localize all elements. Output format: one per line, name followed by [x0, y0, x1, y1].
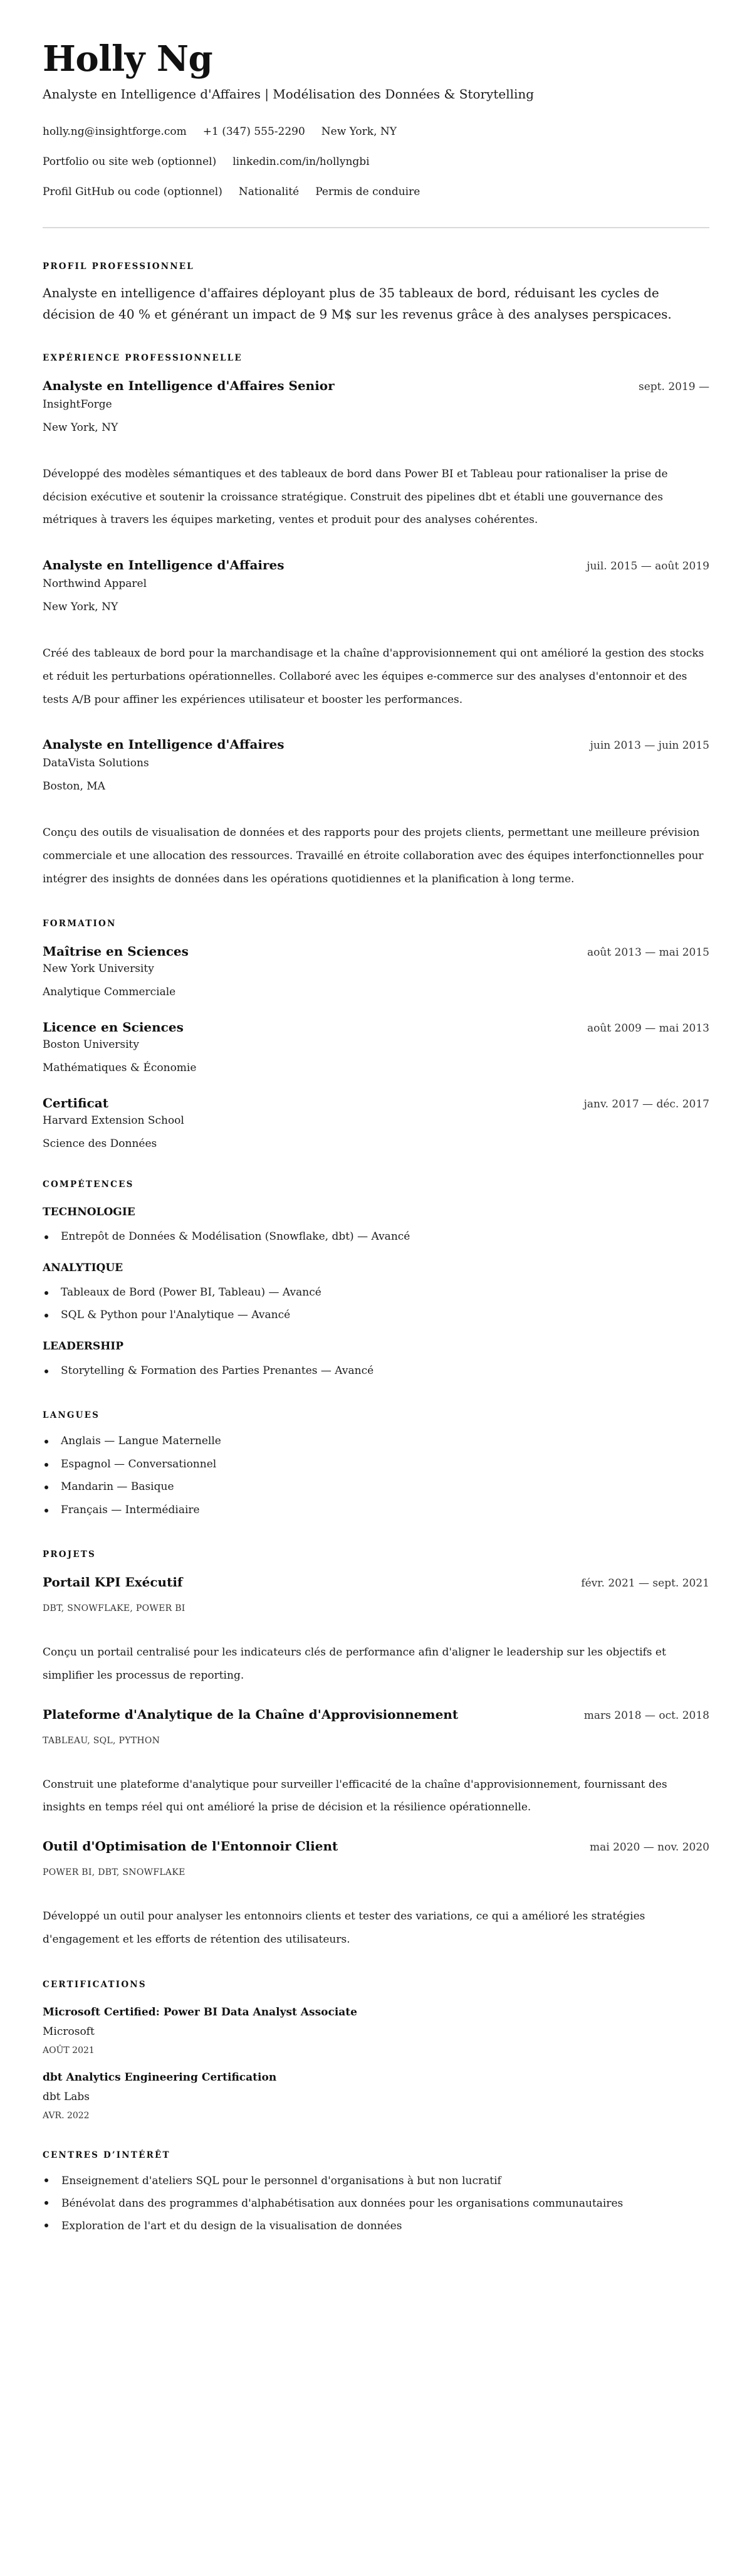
- project-dates: févr. 2021 — sept. 2021: [581, 1577, 709, 1590]
- certification-date: AOÛT 2021: [43, 2045, 95, 2056]
- contact-location: New York, NY: [321, 125, 397, 138]
- section-title-education: FORMATION: [43, 919, 117, 929]
- project-dates: mai 2020 — nov. 2020: [589, 1841, 709, 1854]
- field-of-study: Science des Données: [43, 1138, 157, 1151]
- skill-item: Storytelling & Formation des Parties Prenantes — Avancé: [43, 1359, 709, 1383]
- certification-item: [43, 2071, 709, 2122]
- section-certifications: [43, 1979, 709, 2122]
- school: Boston University: [43, 1038, 139, 1052]
- project-item: [43, 1838, 709, 1951]
- interest-list: [43, 2170, 709, 2238]
- job-dates: sept. 2019 —: [639, 381, 709, 393]
- language-item: Mandarin — Basique: [43, 1475, 709, 1499]
- certification-item: [43, 2005, 709, 2057]
- section-title-skills: COMPÉTENCES: [43, 1180, 134, 1190]
- project-dates: mars 2018 — oct. 2018: [583, 1709, 709, 1722]
- section-languages: [43, 1410, 709, 1521]
- skill-list: [43, 1281, 709, 1327]
- section-interests: [43, 2150, 709, 2238]
- degree: Maîtrise en Sciences: [43, 944, 189, 959]
- interest-item: [43, 2192, 709, 2215]
- contact-linkedin[interactable]: linkedin.com/in/hollyngbi: [232, 156, 370, 168]
- project-name: Outil d'Optimisation de l'Entonnoir Client: [43, 1839, 338, 1854]
- skill-item: Entrepôt de Données & Modélisation (Snowflake, dbt) — Avancé: [43, 1225, 709, 1248]
- bullet-icon: [44, 2178, 48, 2182]
- language-list: [43, 1430, 709, 1521]
- skill-group-title: TECHNOLOGIE: [43, 1206, 135, 1219]
- project-name: Portail KPI Exécutif: [43, 1575, 183, 1590]
- project-tech-stack: DBT, SNOWFLAKE, POWER BI: [43, 1603, 185, 1614]
- experience-item: [43, 557, 709, 711]
- certification-name: dbt Analytics Engineering Certification: [43, 2071, 277, 2084]
- education-dates: janv. 2017 — déc. 2017: [583, 1098, 709, 1111]
- section-projects: [43, 1549, 709, 1951]
- summary-text: Analyste en intelligence d'affaires déployant plus de 35 tableaux de bord, réduisant les cycles de décision de 40 % et générant un impact de 9 M$ sur les revenus grâce à des analyses perspicaces.: [43, 285, 672, 322]
- skill-group: [43, 1339, 709, 1383]
- education-item: [43, 1019, 709, 1075]
- language-item: Espagnol — Conversationnel: [43, 1453, 709, 1476]
- certification-issuer: Microsoft: [43, 2025, 95, 2038]
- contact-row-links: [43, 154, 709, 169]
- section-title-summary: PROFIL PROFESSIONNEL: [43, 261, 194, 272]
- section-title-certifications: CERTIFICATIONS: [43, 1979, 147, 1990]
- certification-name: Microsoft Certified: Power BI Data Analyst Associate: [43, 2005, 357, 2019]
- project-description: Construit une plateforme d'analytique pour surveiller l'efficacité de la chaîne d'approvisionnement, fournissant des insights en temps réel qui ont amélioré la prise de décision et la résilience opérationnelle.: [43, 1778, 667, 1814]
- section-education: [43, 918, 709, 1151]
- job-description: Développé des modèles sémantiques et des tableaux de bord dans Power BI et Tableau pour rationaliser la prise de décision exécutive et soutenir la croissance stratégique. Construit des pipelines dbt et établi une gouvernance des métriques à travers les équipes marketing, ventes et produit pour des analyses cohérentes.: [43, 468, 668, 527]
- interest-item: [43, 2215, 709, 2238]
- skill-item: SQL & Python pour l'Analytique — Avancé: [43, 1304, 709, 1327]
- job-company: Northwind Apparel: [43, 578, 147, 591]
- job-title: Analyste en Intelligence d'Affaires Senior: [43, 378, 335, 393]
- project-description: Conçu un portail centralisé pour les indicateurs clés de performance afin d'aligner le leadership sur les objectifs et simplifier les processus de reporting.: [43, 1646, 666, 1682]
- job-company: InsightForge: [43, 398, 112, 411]
- interest-item: [43, 2170, 709, 2193]
- bullet-icon: [44, 2201, 48, 2205]
- job-location: Boston, MA: [43, 780, 105, 793]
- headline: Analyste en Intelligence d'Affaires | Modélisation des Données & Storytelling: [43, 87, 535, 102]
- section-title-interests: CENTRES D’INTÉRÊT: [43, 2150, 170, 2160]
- education-item: [43, 943, 709, 1000]
- interest-text: Exploration de l'art et du design de la visualisation de données: [61, 2220, 402, 2233]
- skill-item: Tableaux de Bord (Power BI, Tableau) — Avancé: [43, 1281, 709, 1304]
- project-tech-stack: TABLEAU, SQL, PYTHON: [43, 1735, 160, 1746]
- field-of-study: Analytique Commerciale: [43, 986, 176, 999]
- contact-row-extra: [43, 184, 709, 199]
- header-divider: [43, 227, 709, 228]
- skill-list: [43, 1225, 709, 1248]
- skill-group-title: ANALYTIQUE: [43, 1261, 123, 1274]
- experience-item: [43, 736, 709, 890]
- degree: Licence en Sciences: [43, 1020, 184, 1035]
- contact-portfolio[interactable]: Portfolio ou site web (optionnel): [43, 156, 217, 168]
- contact-github[interactable]: Profil GitHub ou code (optionnel): [43, 186, 222, 198]
- candidate-name: Holly Ng: [43, 38, 213, 80]
- school: Harvard Extension School: [43, 1114, 184, 1127]
- contact-nationality: Nationalité: [238, 186, 300, 198]
- skill-list: [43, 1359, 709, 1383]
- education-item: [43, 1095, 709, 1151]
- resume-header: [43, 39, 709, 228]
- job-dates: juin 2013 — juin 2015: [590, 739, 709, 752]
- job-location: New York, NY: [43, 421, 118, 434]
- job-dates: juil. 2015 — août 2019: [587, 560, 709, 573]
- experience-item: [43, 377, 709, 532]
- section-title-languages: LANGUES: [43, 1410, 100, 1421]
- education-dates: août 2013 — mai 2015: [587, 946, 709, 959]
- skill-group-title: LEADERSHIP: [43, 1339, 124, 1353]
- degree: Certificat: [43, 1095, 108, 1111]
- job-title: Analyste en Intelligence d'Affaires: [43, 737, 285, 752]
- project-item: [43, 1574, 709, 1687]
- skill-group: [43, 1205, 709, 1248]
- job-description: Conçu des outils de visualisation de données et des rapports pour des projets clients, permettant une meilleure prévision commerciale et une allocation des ressources. Travaillé en étroite collaboration avec des équipes interfonctionnelles pour intégrer des insights de données dans les opérations quotidiennes et la planification à long terme.: [43, 826, 704, 885]
- section-summary: [43, 261, 709, 325]
- project-tech-stack: POWER BI, DBT, SNOWFLAKE: [43, 1867, 185, 1878]
- interest-text: Bénévolat dans des programmes d'alphabétisation aux données pour les organisations communautaires: [61, 2197, 624, 2210]
- bullet-icon: [44, 2224, 48, 2227]
- skill-group: [43, 1261, 709, 1327]
- project-description: Développé un outil pour analyser les entonnoirs clients et tester des variations, ce qui a amélioré les stratégies d'engagement et les efforts de rétention des utilisateurs.: [43, 1910, 645, 1946]
- field-of-study: Mathématiques & Économie: [43, 1062, 197, 1075]
- contact-phone[interactable]: +1 (347) 555-2290: [202, 125, 305, 138]
- school: New York University: [43, 963, 154, 976]
- education-dates: août 2009 — mai 2013: [587, 1022, 709, 1035]
- job-title: Analyste en Intelligence d'Affaires: [43, 557, 285, 573]
- contact-row-primary: [43, 124, 709, 139]
- language-item: Anglais — Langue Maternelle: [43, 1430, 709, 1453]
- interest-text: Enseignement d'ateliers SQL pour le personnel d'organisations à but non lucratif: [61, 2174, 501, 2187]
- section-title-experience: EXPÉRIENCE PROFESSIONNELLE: [43, 353, 243, 363]
- section-title-projects: PROJETS: [43, 1549, 97, 1560]
- section-experience: [43, 352, 709, 890]
- section-skills: [43, 1179, 709, 1382]
- contact-email[interactable]: holly.ng@insightforge.com: [43, 125, 187, 138]
- job-location: New York, NY: [43, 601, 118, 614]
- language-item: Français — Intermédiaire: [43, 1499, 709, 1522]
- job-description: Créé des tableaux de bord pour la marchandisage et la chaîne d'approvisionnement qui ont amélioré la gestion des stocks et réduit les perturbations opérationnelles. Collaboré avec les équipes e-commerce sur des analyses d'entonnoir et des tests A/B pour affiner les expériences utilisateur et booster les performances.: [43, 647, 704, 706]
- project-name: Plateforme d'Analytique de la Chaîne d'Approvisionnement: [43, 1706, 459, 1722]
- project-item: [43, 1706, 709, 1819]
- contact-driving-license: Permis de conduire: [315, 186, 420, 198]
- certification-issuer: dbt Labs: [43, 2090, 90, 2103]
- certification-date: AVR. 2022: [43, 2110, 90, 2121]
- job-company: DataVista Solutions: [43, 757, 149, 770]
